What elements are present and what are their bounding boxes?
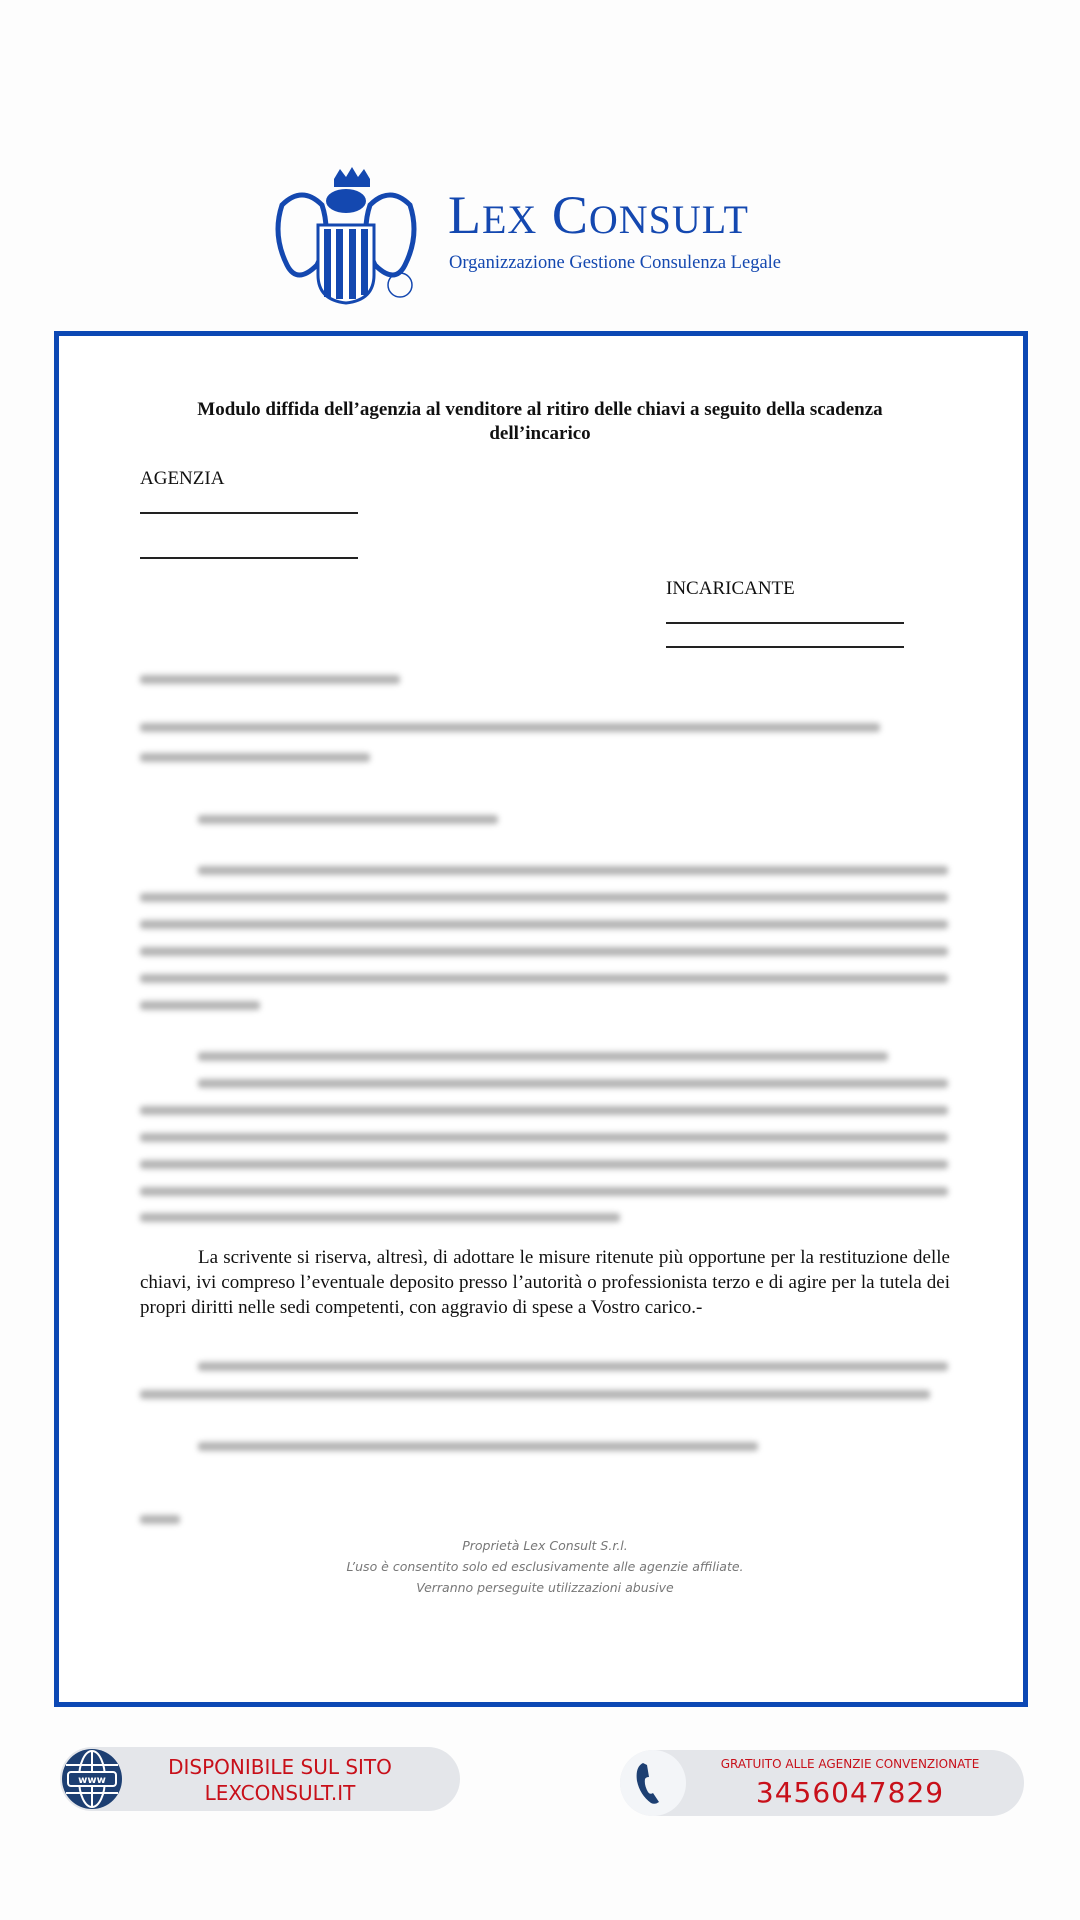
logo-subtitle: Organizzazione Gestione Consulenza Legale xyxy=(449,253,782,273)
phone-caption: GRATUITO ALLE AGENZIE CONVENZIONATE xyxy=(720,1757,980,1771)
website-pill[interactable] xyxy=(60,1747,460,1811)
principal-line-2 xyxy=(666,646,904,648)
svg-text:www: www xyxy=(78,1775,106,1786)
phone-number[interactable]: 3456047829 xyxy=(755,1776,945,1809)
agency-line-1 xyxy=(140,512,358,514)
footer-line: Proprietà Lex Consult S.r.l. xyxy=(462,1538,628,1553)
www-globe-icon xyxy=(60,1747,124,1811)
agency-label: AGENZIA xyxy=(140,468,225,489)
principal-label: INCARICANTE xyxy=(666,578,795,599)
footer-line: L’uso è consentito solo ed esclusivamente alle agenzie affiliate. xyxy=(346,1559,744,1574)
document-title: Modulo diffida dell’agenzia al venditore al ritiro delle chiavi a seguito della scadenza dell’incarico xyxy=(197,399,883,444)
footer-line: Verranno perseguite utilizzazioni abusive xyxy=(416,1580,674,1595)
logo-crest-icon xyxy=(272,165,420,305)
website-caption: DISPONIBILE SUL SITO xyxy=(168,1755,392,1779)
principal-line-1 xyxy=(666,622,904,624)
phone-icon xyxy=(620,1750,686,1816)
phone-pill[interactable] xyxy=(620,1750,1024,1816)
document-frame xyxy=(54,331,1028,1707)
document-paragraph: La scrivente si riserva, altresì, di adottare le misure ritenute più opportune per la restituzione delle chiavi, ivi compreso l’eventuale deposito presso l’autorità o professionista terzo e di agire per la tutela dei propri diritti nelle sedi competenti, con aggravio di spese a Vostro carico.- xyxy=(140,1247,950,1318)
website-link[interactable]: LEXCONSULT.IT xyxy=(204,1781,356,1805)
logo-wordmark: LEX CONSULT xyxy=(448,185,749,245)
document-footer xyxy=(140,1535,950,1598)
agency-line-2 xyxy=(140,557,358,559)
